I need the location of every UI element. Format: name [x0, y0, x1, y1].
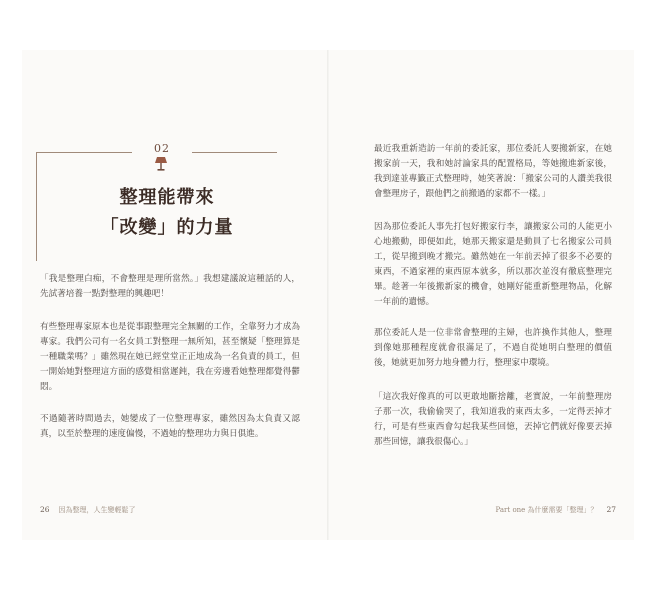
- body-paragraph: 那位委託人是一位非常會整理的主婦，也許換作其他人，整理到像她那種程度就會很滿足了，不過自從她明白整理的價值後，她就更加努力地身體力行，整理家中環境。: [374, 328, 612, 368]
- chapter-title-line-2: 「改變」的力量: [100, 217, 234, 238]
- book-spread: [22, 50, 634, 540]
- left-page: [22, 50, 328, 540]
- right-page: [328, 50, 634, 540]
- body-paragraph: 最近我重新造訪一年前的委託家，那位委託人要搬新家，在她搬家前一天，我和她討論家具的配置格局，等她搬進新家後，我到達並專籤正式整理時，她笑著說：「搬家公司的人讚美我很會整理房子，跟他們之前搬過的家都不一樣。」: [374, 144, 612, 199]
- body-paragraph: 有些整理專家原本也是從事跟整理完全無關的工作，全靠努力才成為專家。我們公司有一名女員工對整理一無所知，甚至懷疑「整理算是一種職業嗎？」雖然現在她已經堂堂正正地成為一名負責的員工，但一開始她對整理這方面的感覺相當遲鈍，我在旁邊看她整理都覺得鬱悶。: [40, 322, 300, 392]
- running-title: 為什麼需要「整理」？: [527, 506, 598, 514]
- right-page-footer: [495, 505, 616, 515]
- running-title-part: Part one: [495, 506, 526, 514]
- body-paragraph: 因為那位委託人事先打包好搬家行李，讓搬家公司的人能更小心地搬動，即便如此，她那天搬家還是動員了七名搬家公司員工，從早搬到晚才搬完。雖然她在一年前丟掉了很多不必要的東西，不過家裡的東西原本就多，所以那次並沒有徹底整理完畢。趁著一年後搬新家的機會，她剛好能重新整理物品，化解一年前的遺憾。: [374, 222, 612, 307]
- chapter-number: 02: [132, 142, 192, 155]
- body-paragraph: 「這次我好像真的可以更敢地斷捨離，老實說，一年前整理房子那一次，我偷偷哭了，我知道我的東西太多，一定得丟掉才行，可是有些東西會勾起我某些回憶，丟掉它們就好像要丟掉那些回憶，讓我很傷心。」: [374, 392, 612, 447]
- running-title: 因為整理，人生變輕鬆了: [58, 506, 136, 514]
- chapter-title-line-1: 整理能帶來: [119, 187, 215, 208]
- body-paragraph: 不過隨著時間過去，她變成了一位整理專家，雖然因為太負責又認真，以至於整理的速度偏慢，不過她的整理功力與日俱進。: [40, 414, 300, 439]
- page-number: 27: [606, 505, 616, 514]
- body-paragraph: 「我是整理白痴，不會整理是理所當然。」我想建議說這種話的人，先試著培養一點對整理的興趣吧！: [40, 274, 300, 299]
- table-lamp-icon: [154, 156, 168, 172]
- left-page-footer: [40, 505, 135, 515]
- page-number: 26: [40, 505, 50, 514]
